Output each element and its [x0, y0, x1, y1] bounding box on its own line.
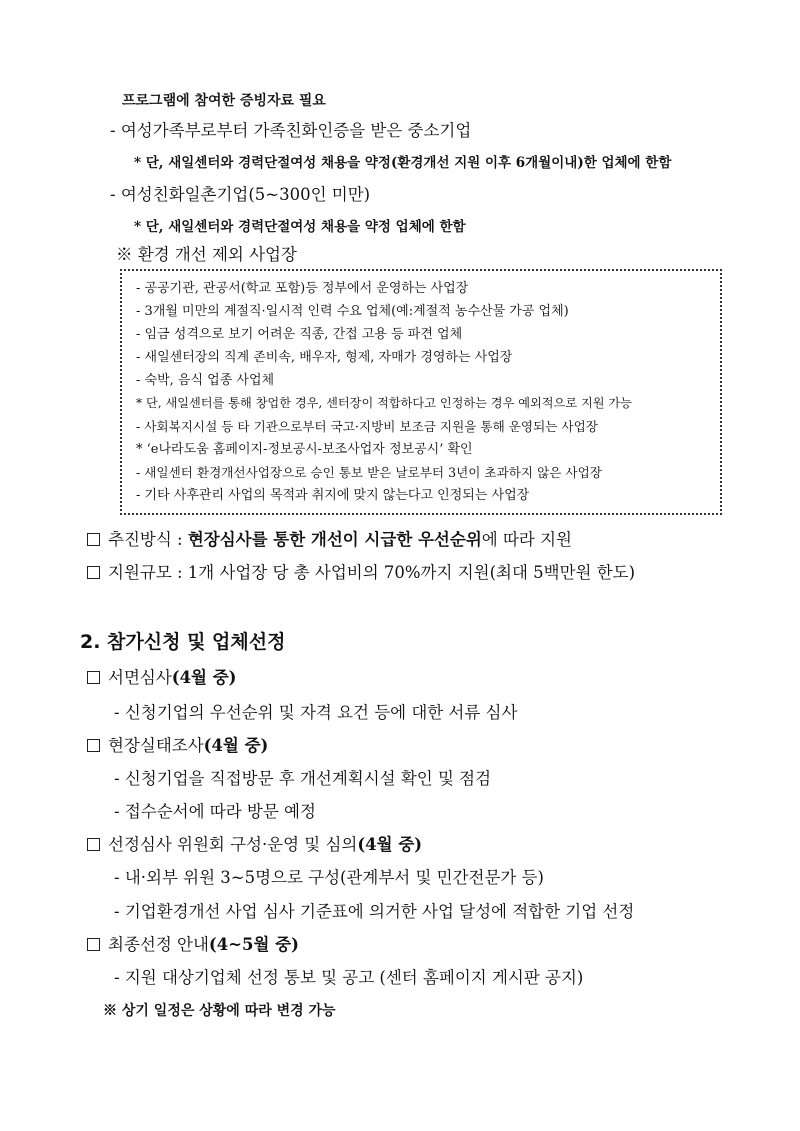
exclusion-item: - 공공기관, 관공서(학교 포함)등 정부에서 운영하는 사업장	[136, 281, 469, 296]
checkbox-square-icon	[87, 838, 100, 851]
doc-review-title: 서면심사(4월 중)	[87, 668, 236, 688]
evidence-note: 프로그램에 참여한 증빙자료 필요	[122, 93, 326, 109]
scale-text: 지원규모 : 1개 사업장 당 총 사업비의 70%까지 지원(최대 5백만원 한도)	[108, 563, 636, 582]
family-friendly-condition-note: * 단, 새일센터와 경력단절여성 채용을 약정(환경개선 지원 이후 6개월이내)한 업체에 한함	[134, 155, 672, 171]
women-friendly-condition-note: * 단, 새일센터와 경력단절여성 채용을 약정 업체에 한함	[134, 219, 466, 235]
committee-detail: - 기업환경개선 사업 심사 기준표에 의거한 사업 달성에 적합한 기업 선정	[114, 902, 635, 921]
women-friendly-company-item: - 여성친화일촌기업(5~300인 미만)	[110, 185, 371, 204]
exclusion-item: * ‘e나라도움 홈페이지-정보공시-보조사업자 정보공시’ 확인	[136, 442, 473, 457]
method-line	[87, 530, 572, 550]
committee-detail: - 내·외부 위원 3~5명으로 구성(관계부서 및 민간전문가 등)	[114, 868, 544, 887]
method-prefix: 추진방식 :	[108, 530, 188, 549]
method-suffix: 에 따라 지원	[481, 530, 572, 549]
exclusion-box	[120, 269, 722, 515]
family-friendly-cert-item: - 여성가족부로부터 가족친화인증을 받은 중소기업	[110, 121, 472, 140]
final-selection-title: 최종선정 안내(4~5월 중)	[87, 935, 299, 955]
checkbox-square-icon	[87, 566, 100, 579]
exclusion-item: - 숙박, 음식 업종 사업체	[136, 373, 275, 388]
method-emphasis: 현장심사를 통한 개선이 시급한 우선순위	[187, 530, 482, 549]
exclusion-title: ※ 환경 개선 제외 사업장	[116, 245, 297, 264]
site-survey-detail: - 접수순서에 따라 방문 예정	[114, 802, 316, 821]
checkbox-square-icon	[87, 938, 100, 951]
exclusion-item: - 사회복지시설 등 타 기관으로부터 국고·지방비 보조금 지원을 통해 운영되는 사업장	[136, 419, 598, 434]
exclusion-item: - 기타 사후관리 사업의 목적과 취지에 맞지 않는다고 인정되는 사업장	[136, 488, 530, 503]
site-survey-title: 현장실태조사(4월 중)	[87, 736, 268, 756]
section-heading: 2. 참가신청 및 업체선정	[80, 631, 286, 653]
checkbox-square-icon	[87, 671, 100, 684]
checkbox-square-icon	[87, 533, 100, 546]
doc-review-detail: - 신청기업의 우선순위 및 자격 요건 등에 대한 서류 심사	[114, 703, 518, 722]
checkbox-square-icon	[87, 739, 100, 752]
scale-line	[87, 563, 635, 583]
final-selection-detail: - 지원 대상기업체 선정 통보 및 공고 (센터 홈페이지 게시판 공지)	[114, 968, 584, 987]
exclusion-item: - 새일센터 환경개선사업장으로 승인 통보 받은 날로부터 3년이 초과하지 않은 사업장	[136, 465, 602, 480]
exclusion-item: - 새일센터장의 직계 존비속, 배우자, 형제, 자매가 경영하는 사업장	[136, 350, 513, 365]
exclusion-item: * 단, 새일센터를 통해 창업한 경우, 센터장이 적합하다고 인정하는 경우 예외적으로 지원 가능	[136, 396, 632, 410]
site-survey-detail: - 신청기업을 직접방문 후 개선계획시설 확인 및 점검	[114, 769, 492, 788]
exclusion-item: - 3개월 미만의 계절직·일시적 인력 수요 업체(예:계절적 농수산물 가공 업체)	[136, 304, 569, 319]
schedule-note: ※ 상기 일정은 상황에 따라 변경 가능	[103, 1003, 336, 1019]
exclusion-item: - 임금 성격으로 보기 어려운 직종, 간접 고용 등 파견 업체	[136, 327, 463, 342]
committee-title: 선정심사 위원회 구성·운영 및 심의(4월 중)	[87, 835, 422, 855]
